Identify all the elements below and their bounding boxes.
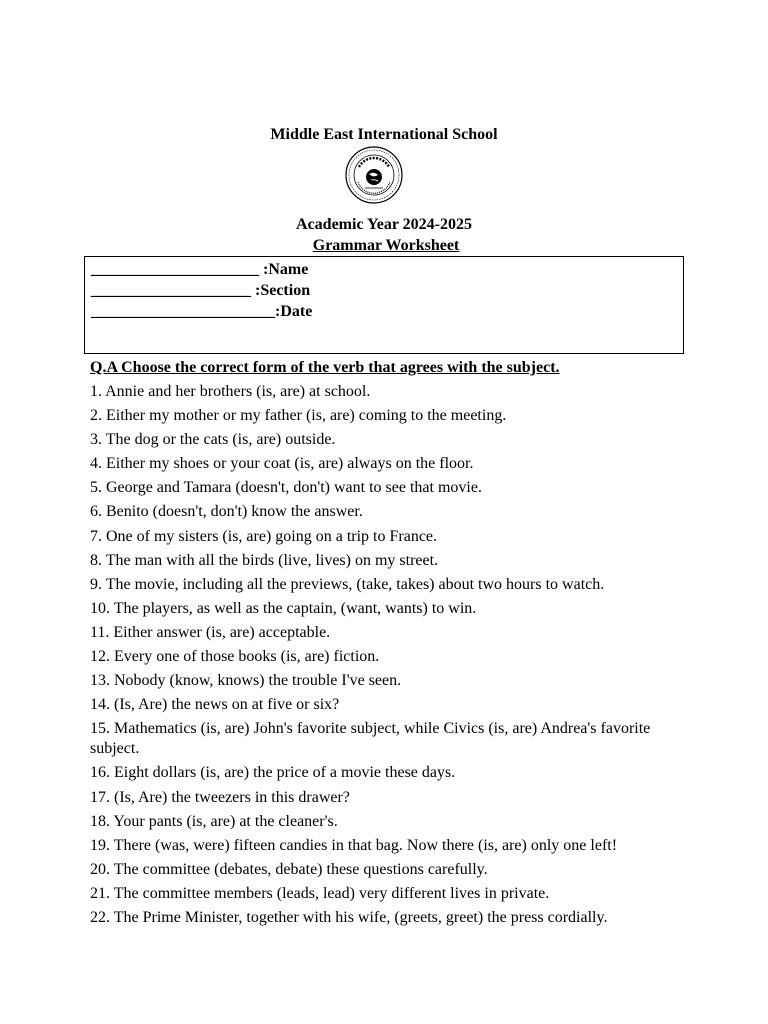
list-item: 1. Annie and her brothers (is, are) at school. [90, 383, 371, 400]
question-title: Q.A Choose the correct form of the verb that agrees with the subject. [90, 359, 560, 376]
list-item: 21. The committee members (leads, lead) very different lives in private. [90, 884, 550, 902]
list-item: 4. Either my shoes or your coat (is, are) always on the floor. [90, 455, 474, 473]
name-line: _____________________ :Name [91, 261, 309, 278]
list-item: 10. The players, as well as the captain, (want, wants) to win. [90, 599, 477, 617]
list-item: 8. The man with all the birds (live, lives) on my street. [90, 551, 439, 569]
student-info-box [84, 256, 684, 354]
section-line: ____________________ :Section [91, 282, 311, 299]
list-item: 12. Every one of those books (is, are) fiction. [90, 648, 380, 666]
question-list [90, 382, 690, 932]
list-item: 16. Eight dollars (is, are) the price of a movie these days. [90, 764, 456, 782]
list-item: 7. One of my sisters (is, are) going on a trip to France. [90, 527, 438, 545]
list-item: 19. There (was, were) fifteen candies in that bag. Now there (is, are) only one left! [90, 836, 618, 854]
list-item: 9. The movie, including all the previews, (take, takes) about two hours to watch. [90, 575, 605, 593]
school-name: Middle East International School [270, 126, 498, 143]
list-item: 20. The committee (debates, debate) these questions carefully. [90, 860, 488, 878]
list-item: 22. The Prime Minister, together with his wife, (greets, greet) the press cordially. [90, 908, 608, 926]
worksheet-title: Grammar Worksheet [312, 237, 460, 254]
school-logo [345, 146, 403, 204]
list-item: 13. Nobody (know, knows) the trouble I've seen. [90, 672, 402, 690]
list-item: 2. Either my mother or my father (is, are) coming to the meeting. [90, 407, 507, 425]
list-item: 11. Either answer (is, are) acceptable. [90, 623, 331, 641]
list-item: 5. George and Tamara (doesn't, don't) want to see that movie. [90, 479, 482, 497]
list-item: 6. Benito (doesn't, don't) know the answer. [90, 503, 363, 521]
list-item: 15. Mathematics (is, are) John's favorite subject, while Civics (is, are) Andrea's favorite subject. [90, 720, 651, 758]
academic-year: Academic Year 2024-2025 [296, 216, 472, 233]
list-item: 14. (Is, Are) the news on at five or six? [90, 696, 340, 714]
date-line: _______________________:Date [91, 303, 313, 320]
list-item: 18. Your pants (is, are) at the cleaner's. [90, 812, 338, 830]
list-item: 3. The dog or the cats (is, are) outside. [90, 431, 336, 449]
list-item: 17. (Is, Are) the tweezers in this drawer? [90, 788, 350, 806]
